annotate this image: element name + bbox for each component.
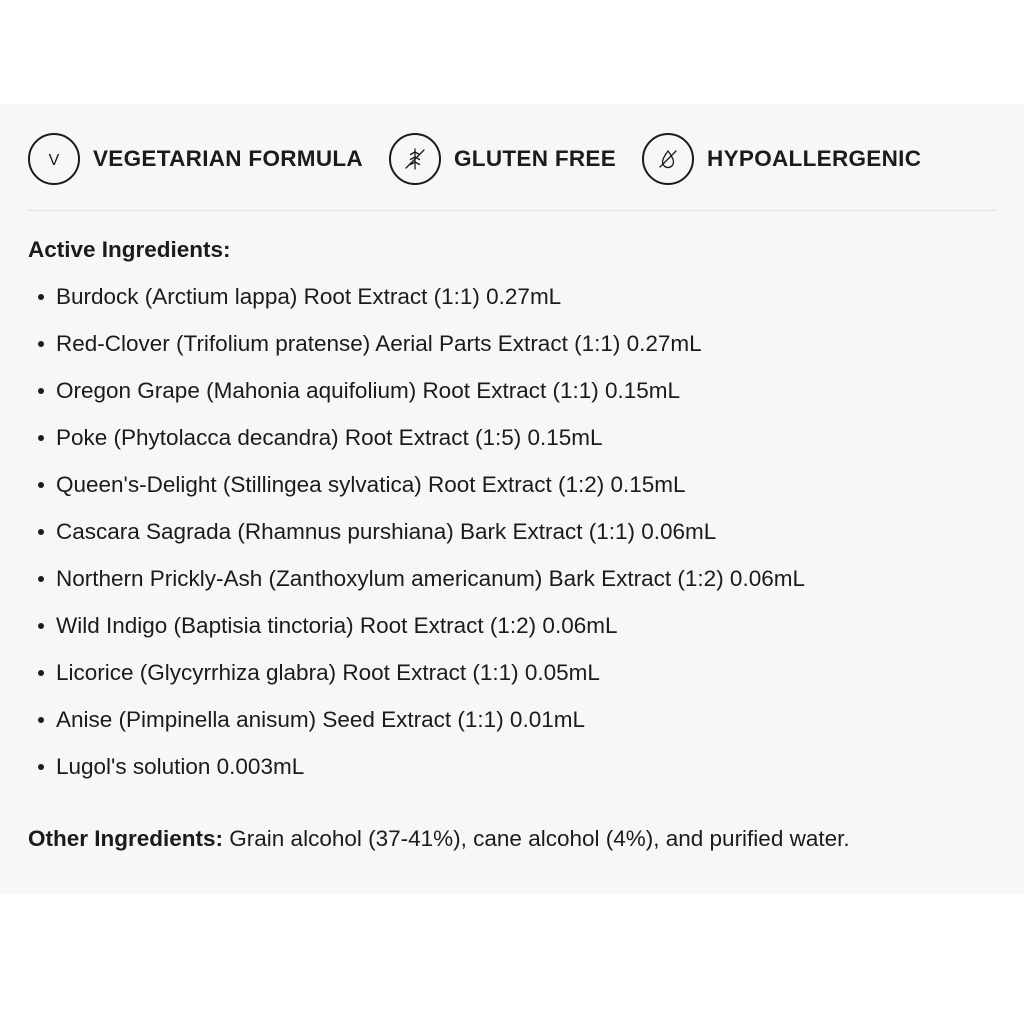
badge-label: HYPOALLERGENIC [707,146,922,171]
ingredients-content [0,211,1024,854]
list-item: Anise (Pimpinella anisum) Seed Extract (1:1) 0.01mL [28,696,996,743]
other-ingredients-label: Other Ingredients: [28,826,224,851]
list-item: Burdock (Arctium lappa) Root Extract (1:1) 0.27mL [28,273,996,320]
badge-gluten-free [389,133,616,185]
vegetarian-v-icon [28,133,80,185]
list-item: Oregon Grape (Mahonia aquifolium) Root Extract (1:1) 0.15mL [28,367,996,414]
list-item: Lugol's solution 0.003mL [28,743,996,790]
badge-label: GLUTEN FREE [453,146,617,171]
list-item: Cascara Sagrada (Rhamnus purshiana) Bark Extract (1:1) 0.06mL [28,508,996,555]
wheat-crossed-icon [389,133,441,185]
other-ingredients-text: Grain alcohol (37-41%), cane alcohol (4%), and purified water. [223,826,850,851]
ingredients-panel [0,104,1024,894]
badge-vegetarian-formula [28,133,363,185]
badge-hypoallergenic [642,133,921,185]
active-ingredients-list [28,273,996,790]
list-item: Queen's-Delight (Stillingea sylvatica) Root Extract (1:2) 0.15mL [28,461,996,508]
other-ingredients [28,824,996,854]
list-item: Poke (Phytolacca decandra) Root Extract (1:5) 0.15mL [28,414,996,461]
list-item: Red-Clover (Trifolium pratense) Aerial Parts Extract (1:1) 0.27mL [28,320,996,367]
badge-label: VEGETARIAN FORMULA [93,146,363,171]
list-item: Northern Prickly-Ash (Zanthoxylum americanum) Bark Extract (1:2) 0.06mL [28,555,996,602]
badge-row [0,104,1024,186]
list-item: Licorice (Glycyrrhiza glabra) Root Extract (1:1) 0.05mL [28,649,996,696]
active-ingredients-title: Active Ingredients: [28,237,231,262]
list-item: Wild Indigo (Baptisia tinctoria) Root Extract (1:2) 0.06mL [28,602,996,649]
svg-text:V: V [48,152,60,169]
droplet-icon [642,133,694,185]
